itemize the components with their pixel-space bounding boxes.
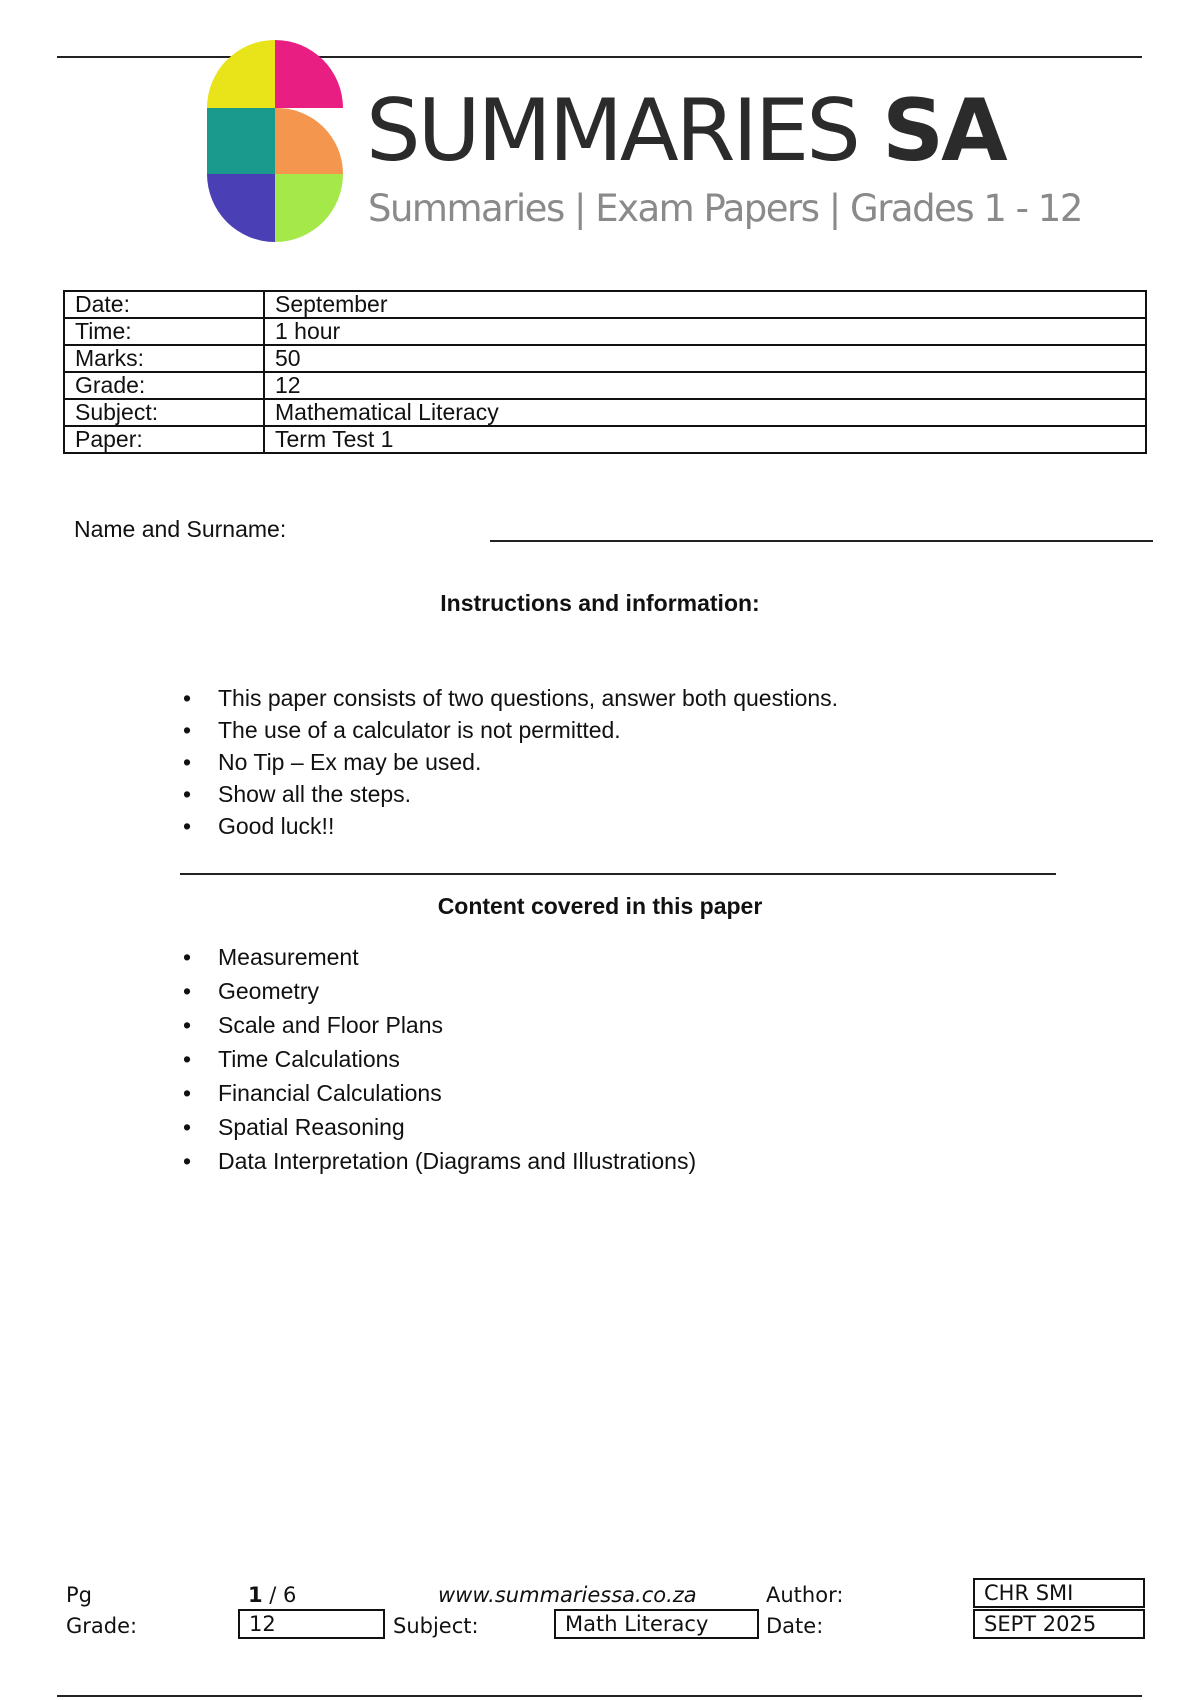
footer-grade-label: Grade: (66, 1614, 138, 1638)
brand-name-bold: SA (882, 81, 1005, 181)
table-row (64, 372, 1146, 399)
content-list (180, 940, 696, 1178)
list-item: • Show all the steps. (180, 778, 838, 810)
logo-segment-yellow (207, 40, 275, 108)
footer-grade-value: 12 (238, 1609, 385, 1639)
brand-tagline: Summaries | Exam Papers | Grades 1 - 12 (368, 187, 1082, 230)
footer-subject-value: Math Literacy (554, 1609, 759, 1639)
instructions-list (180, 682, 838, 842)
summaries-sa-logo-icon (205, 38, 345, 244)
info-label: Paper: (64, 426, 264, 453)
bottom-rule (57, 1695, 1142, 1697)
footer-page-number (248, 1583, 296, 1607)
logo-segment-teal (207, 108, 275, 174)
list-item: • Data Interpretation (Diagrams and Illustrations) (180, 1144, 696, 1178)
logo-segment-magenta (275, 40, 343, 108)
info-label: Time: (64, 318, 264, 345)
info-value: 50 (264, 345, 1146, 372)
logo-segment-orange (275, 108, 343, 174)
list-item: • The use of a calculator is not permitted. (180, 714, 838, 746)
table-row (64, 318, 1146, 345)
exam-info-table (63, 290, 1147, 454)
section-divider (180, 873, 1056, 875)
footer-subject-label: Subject: (393, 1614, 479, 1638)
table-row (64, 399, 1146, 426)
name-surname-line (490, 540, 1153, 542)
list-item: • Good luck!! (180, 810, 838, 842)
info-value: September (264, 291, 1146, 318)
list-item: • Scale and Floor Plans (180, 1008, 696, 1042)
info-label: Marks: (64, 345, 264, 372)
footer-date-value: SEPT 2025 (973, 1609, 1145, 1639)
list-item: • Geometry (180, 974, 696, 1008)
table-row (64, 291, 1146, 318)
info-value: 1 hour (264, 318, 1146, 345)
info-label: Date: (64, 291, 264, 318)
brand-title (366, 81, 1005, 181)
list-item: • Measurement (180, 940, 696, 974)
footer-author-value: CHR SMI (973, 1578, 1145, 1608)
name-surname-label: Name and Surname: (74, 516, 287, 542)
footer-author-label: Author: (766, 1583, 844, 1607)
list-item: • This paper consists of two questions, answer both questions. (180, 682, 838, 714)
list-item: • No Tip – Ex may be used. (180, 746, 838, 778)
info-value: Term Test 1 (264, 426, 1146, 453)
info-value: 12 (264, 372, 1146, 399)
page-total: / 6 (262, 1583, 297, 1607)
footer-pg-label: Pg (66, 1583, 92, 1607)
logo-segment-purple (207, 174, 275, 242)
footer-date-label: Date: (766, 1614, 824, 1638)
info-value: Mathematical Literacy (264, 399, 1146, 426)
list-item: • Spatial Reasoning (180, 1110, 696, 1144)
info-label: Subject: (64, 399, 264, 426)
info-label: Grade: (64, 372, 264, 399)
page-current: 1 (248, 1583, 263, 1607)
table-row (64, 426, 1146, 453)
logo-segment-green (275, 174, 343, 242)
list-item: • Time Calculations (180, 1042, 696, 1076)
content-heading: Content covered in this paper (437, 893, 763, 919)
list-item: • Financial Calculations (180, 1076, 696, 1110)
instructions-heading: Instructions and information: (440, 590, 760, 616)
footer-website-link[interactable]: www.summariessa.co.za (438, 1583, 697, 1607)
table-row (64, 345, 1146, 372)
brand-name-light: SUMMARIES (366, 81, 858, 181)
